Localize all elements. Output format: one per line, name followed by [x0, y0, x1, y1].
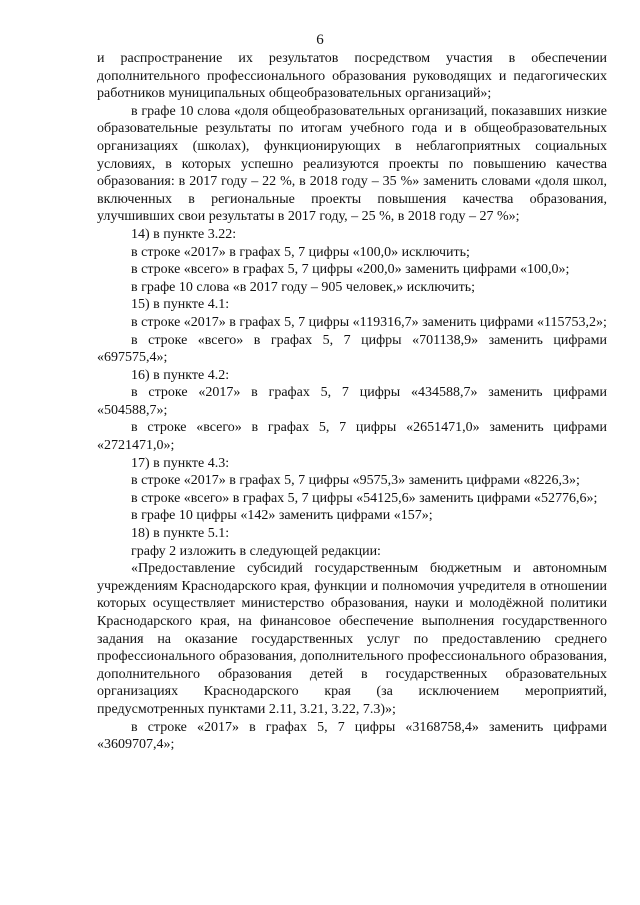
item-14-graph10: в графе 10 слова «в 2017 году – 905 человек,» исключить; [131, 279, 476, 295]
document-body [97, 50, 607, 754]
item-17-graph10: в графе 10 цифры «142» заменить цифрами «157»; [131, 508, 433, 524]
item-14-row-total: в строке «всего» в графах 5, 7 цифры «200,0» заменить цифрами «100,0»; [131, 262, 570, 278]
item-15-row-total: в строке «всего» в графах 5, 7 цифры «701138,9» заменить цифрами «697575,4»; [97, 332, 607, 366]
item-14-row-2017: в строке «2017» в графах 5, 7 цифры «100,0» исключить; [131, 244, 470, 260]
item-17-row-total: в строке «всего» в графах 5, 7 цифры «54125,6» заменить цифрами «52776,6»; [131, 490, 598, 506]
item-17-row-2017: в строке «2017» в графах 5, 7 цифры «9575,3» заменить цифрами «8226,3»; [131, 473, 580, 489]
item-15-row-2017: в строке «2017» в графах 5, 7 цифры «119316,7» заменить цифрами «115753,2»; [131, 314, 607, 330]
page-number: 6 [316, 32, 324, 48]
item-16-row-2017: в строке «2017» в графах 5, 7 цифры «434588,7» заменить цифрами «504588,7»; [97, 385, 607, 418]
paragraph-graph10-amendment: в графе 10 слова «доля общеобразовательных организаций, показавших низкие образовательные результаты по итогам учебного года и в общеобразовательных организациях (школах), функционирующих в неблагоприятных социальных условиях, в которых успешно реализуются проекты по повышению качества образования: в 2017 году – 22 %, в 2018 году – 35 %» заменить словами «доля школ, включенных в региональные проекты повышения качества образования, улучшивших свои результаты в 2017 году, – 25 %, в 2018 году – 27 %»; [97, 103, 607, 225]
item-17-heading: 17) в пункте 4.3: [131, 455, 230, 471]
item-15-heading: 15) в пункте 4.1: [131, 297, 230, 313]
item-14-heading: 14) в пункте 3.22: [131, 226, 237, 242]
paragraph-continuation: и распространение их результатов посредством участия в обеспечении дополнительного профессионального образования руководящих и педагогических работников муниципальных общеобразовательных организаций»; [97, 51, 607, 102]
item-18-heading: 18) в пункте 5.1: [131, 526, 230, 542]
item-16-row-total: в строке «всего» в графах 5, 7 цифры «2651471,0» заменить цифрами «2721471,0»; [97, 420, 607, 454]
item-18-row-2017: в строке «2017» в графах 5, 7 цифры «3168758,4» заменить цифрами «3609707,4»; [97, 719, 607, 753]
item-18-graph2-text: «Предоставление субсидий государственным бюджетным и автономным учреждениям Краснодарского края, функции и полномочия учредителя в отношении которых осуществляет министерство образования, науки и молодёжной политики Краснодарского края, на финансовое обеспечение выполнения государственного задания на оказание государственных услуг по предоставлению среднего профессионального образования, дополнительного профессионального образования, дополнительного образования детей в государственных образовательных организациях Краснодарского края (за исключением мероприятий, предусмотренных пунктами 2.11, 3.21, 3.22, 7.3)»; [97, 561, 607, 717]
item-18-graph2-intro: графу 2 изложить в следующей редакции: [131, 543, 381, 559]
item-16-heading: 16) в пункте 4.2: [131, 367, 230, 383]
